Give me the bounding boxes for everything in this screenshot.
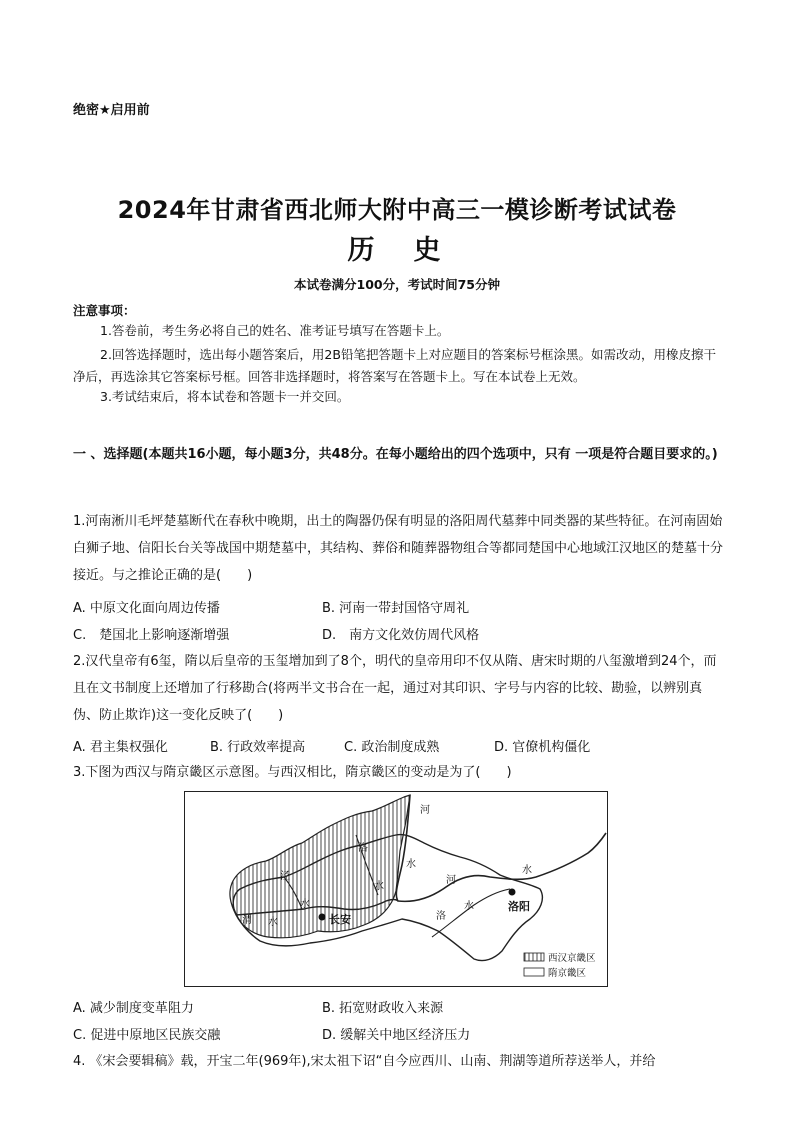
question-1-option-c[interactable]: C. 楚国北上影响逐渐增强 xyxy=(73,628,230,643)
exam-subject: 历 史 xyxy=(347,235,447,266)
legend-label-sui: 隋京畿区 xyxy=(548,968,587,979)
question-2-option-b[interactable]: B. 行政效率提高 xyxy=(210,740,306,755)
exam-title: 2024年甘肃省西北师大附中高三一模诊断考试试卷 xyxy=(117,196,677,224)
changan-dot xyxy=(319,914,326,921)
river-label: 水 xyxy=(300,899,310,910)
note-item: 3.考试结束后，将本试卷和答题卡一并交回。 xyxy=(100,389,350,404)
river-label: 渭 xyxy=(242,915,252,926)
question-1-option-d[interactable]: D. 南方文化效仿周代风格 xyxy=(322,628,480,643)
question-2-option-d[interactable]: D. 官僚机构僵化 xyxy=(494,740,591,755)
question-2-option-c[interactable]: C. 政治制度成熟 xyxy=(344,740,440,755)
note-item: 2.回答选择题时，选出每小题答案后，用2B铅笔把答题卡上对应题目的答案标号框涂黑。如需改动，用橡皮擦干净后，再选涂其它答案标号框。回答非选择题时，将答案写在答题卡上。写在本试卷上无效。 xyxy=(73,347,716,384)
luoyang-dot xyxy=(509,889,516,896)
river-label: 泾 xyxy=(280,871,290,882)
capital-region-map xyxy=(184,791,608,987)
legend-swatch-sui xyxy=(524,968,544,976)
river-label: 河 xyxy=(420,805,430,816)
notes-heading: 注意事项： xyxy=(73,303,136,318)
section-heading: 一 、选择题(本题共16小题，每小题3分，共48分。在每小题给出的四个选项中，只有 一项是符合题目要求的。) xyxy=(73,447,718,462)
river-label: 河 xyxy=(446,875,456,886)
note-item: 1.答卷前，考生务必将自己的姓名、准考证号填写在答题卡上。 xyxy=(100,323,450,338)
river-label: 水 xyxy=(374,881,384,892)
question-3-option-b[interactable]: B. 拓宽财政收入来源 xyxy=(322,1001,444,1016)
city-label-luoyang: 洛阳 xyxy=(508,900,530,913)
legend-swatch-western-han xyxy=(524,953,544,961)
confidential-label: 绝密★启用前 xyxy=(73,103,150,118)
river-label: 洛 xyxy=(436,911,446,922)
question-1-option-b[interactable]: B. 河南一带封国恪守周礼 xyxy=(322,601,470,616)
question-3-stem: 3.下图为西汉与隋京畿区示意图。与西汉相比，隋京畿区的变动是为了( ) xyxy=(73,765,512,780)
river-label: 洛 xyxy=(358,843,368,854)
map-figure xyxy=(184,791,608,987)
river-label: 水 xyxy=(522,865,532,876)
river-label: 水 xyxy=(268,917,278,928)
question-3-option-a[interactable]: A. 减少制度变革阻力 xyxy=(73,1001,194,1016)
score-info: 本试卷满分100分，考试时间75分钟 xyxy=(294,277,500,292)
question-3-option-c[interactable]: C. 促进中原地区民族交融 xyxy=(73,1028,221,1043)
river-label: 水 xyxy=(464,901,474,912)
question-3-option-d[interactable]: D. 缓解关中地区经济压力 xyxy=(322,1028,471,1043)
question-2-option-a[interactable]: A. 君主集权强化 xyxy=(73,740,168,755)
legend-label-western-han: 西汉京畿区 xyxy=(548,953,596,964)
question-1-option-a[interactable]: A. 中原文化面向周边传播 xyxy=(73,601,220,616)
question-2-stem: 2.汉代皇帝有6玺，隋以后皇帝的玉玺增加到了8个，明代的皇帝用印不仅从隋、唐宋时期的八玺激增到24个，而且在文书制度上还增加了行移勘合(将两半文书合在一起，通过对其印识、字号与内容的比较、勘验，以辨别真伪、防止欺诈)这一变化反映了( ) xyxy=(73,654,717,723)
question-4-stem: 4. 《宋会要辑稿》载，开宝二年(969年),宋太祖下诏“自今应西川、山南、荆湖等道所荐送举人，并给 xyxy=(73,1054,656,1069)
city-label-changan: 长安 xyxy=(329,913,351,926)
river-label: 水 xyxy=(406,859,416,870)
question-1-stem: 1.河南淅川毛坪楚墓断代在春秋中晚期，出土的陶器仍保有明显的洛阳周代墓葬中同类器的某些特征。在河南固始白狮子地、信阳长台关等战国中期楚墓中，其结构、葬俗和随葬器物组合等都同楚国中心地域江汉地区的楚墓十分接近。与之推论正确的是( ) xyxy=(73,514,724,583)
